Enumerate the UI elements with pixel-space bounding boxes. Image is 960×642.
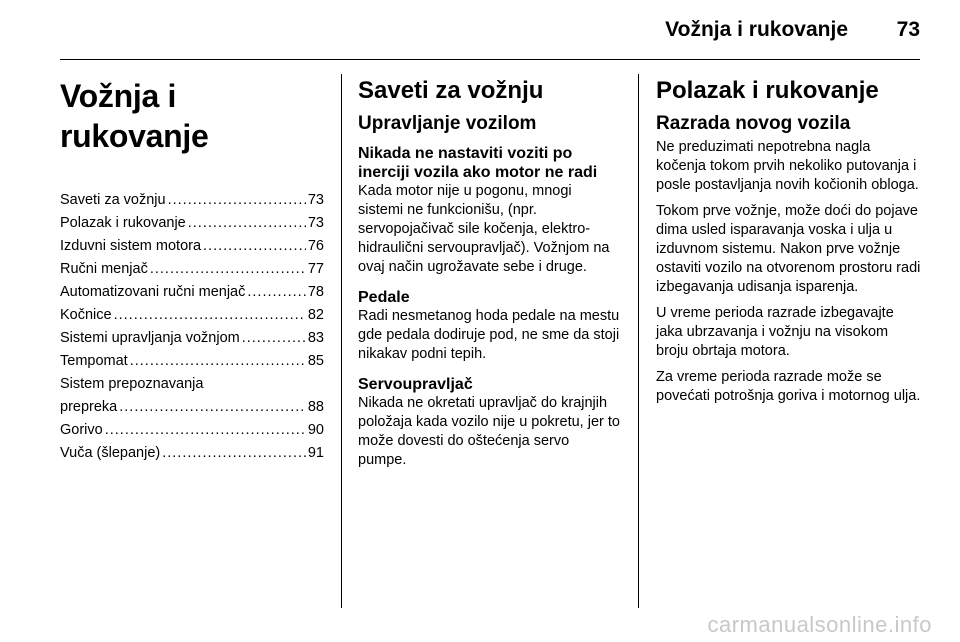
toc-entry[interactable]: Sistemi upravljanja vožnjom ..... 83 bbox=[60, 328, 324, 351]
warning-heading: Nikada ne nastaviti voziti po inerciji vozila ako motor ne radi bbox=[358, 145, 598, 181]
page-number: 73 bbox=[896, 18, 920, 41]
toc-entry[interactable]: Saveti za vožnju ..... 73 bbox=[60, 190, 324, 213]
subsection-title: Upravljanje vozilom bbox=[358, 113, 537, 134]
watermark: carmanualsonline.info bbox=[707, 612, 932, 637]
toc-entry[interactable]: Tempomat ..... 85 bbox=[60, 351, 324, 374]
pedals-heading: Pedale bbox=[358, 289, 410, 306]
paragraph: Ne preduzimati nepotrebna nagla kočenja tokom prvih nekoliko putovanja i posle postavljanja novih kočionih obloga. bbox=[656, 139, 919, 193]
paragraph: Nikada ne okretati upravljač do krajnjih položaja kada vozilo nije u pokretu, jer to može dovesti do oštećenja servo pumpe. bbox=[358, 395, 620, 468]
toc-entry[interactable]: Kočnice ..... 82 bbox=[60, 305, 324, 328]
toc-entry[interactable]: Vuča (šlepanje) ..... 91 bbox=[60, 443, 324, 466]
column-divider-1 bbox=[341, 74, 342, 608]
paragraph: Radi nesmetanog hoda pedale na mestu gde pedala dodiruje pod, ne sme da stoji nikakav podni tepih. bbox=[358, 308, 620, 362]
power-steering-heading: Servoupravljač bbox=[358, 376, 473, 393]
toc-entry[interactable]: Izduvni sistem motora ..... 76 bbox=[60, 236, 324, 259]
driving-tips-column bbox=[358, 76, 620, 470]
subsection-title: Razrada novog vozila bbox=[656, 113, 851, 134]
chapter-title: Vožnja i rukovanje bbox=[60, 78, 209, 154]
toc-entry[interactable]: Ručni menjač ..... 77 bbox=[60, 259, 324, 282]
starting-column bbox=[656, 76, 922, 406]
toc-column bbox=[60, 76, 324, 466]
toc-entry[interactable]: Gorivo ..... 90 bbox=[60, 420, 324, 443]
paragraph: Kada motor nije u pogonu, mnogi sistemi ne funkcionišu, (npr. servopojačivač sile kočenja, elektro-hidraulični servoupravljač). Vožnjom na ovaj način ugrožavate sebe i druge. bbox=[358, 183, 610, 275]
toc-entry[interactable]: Sistem prepoznavanja prepreka ..... 88 bbox=[60, 374, 324, 420]
toc-entry[interactable]: Polazak i rukovanje ..... 73 bbox=[60, 213, 324, 236]
toc-entry[interactable]: Automatizovani ručni menjač ..... 78 bbox=[60, 282, 324, 305]
header-title: Vožnja i rukovanje bbox=[665, 18, 848, 41]
header-divider bbox=[60, 59, 920, 60]
paragraph: U vreme perioda razrade izbegavajte jaka ubrzavanja i vožnju na visokom broju obrtaja motora. bbox=[656, 305, 894, 359]
section-title: Polazak i rukovanje bbox=[656, 77, 879, 104]
column-divider-2 bbox=[638, 74, 639, 608]
paragraph: Za vreme perioda razrade može se povećati potrošnja goriva i motornog ulja. bbox=[656, 369, 921, 404]
table-of-contents bbox=[60, 190, 324, 466]
paragraph: Tokom prve vožnje, može doći do pojave dima usled isparavanja voska i ulja u izduvnom sistemu. Nakon prve vožnje ostaviti vozilo na otvorenom prostoru radi izbegavanja udisanja isparenja. bbox=[656, 203, 921, 295]
section-title: Saveti za vožnju bbox=[358, 77, 544, 104]
